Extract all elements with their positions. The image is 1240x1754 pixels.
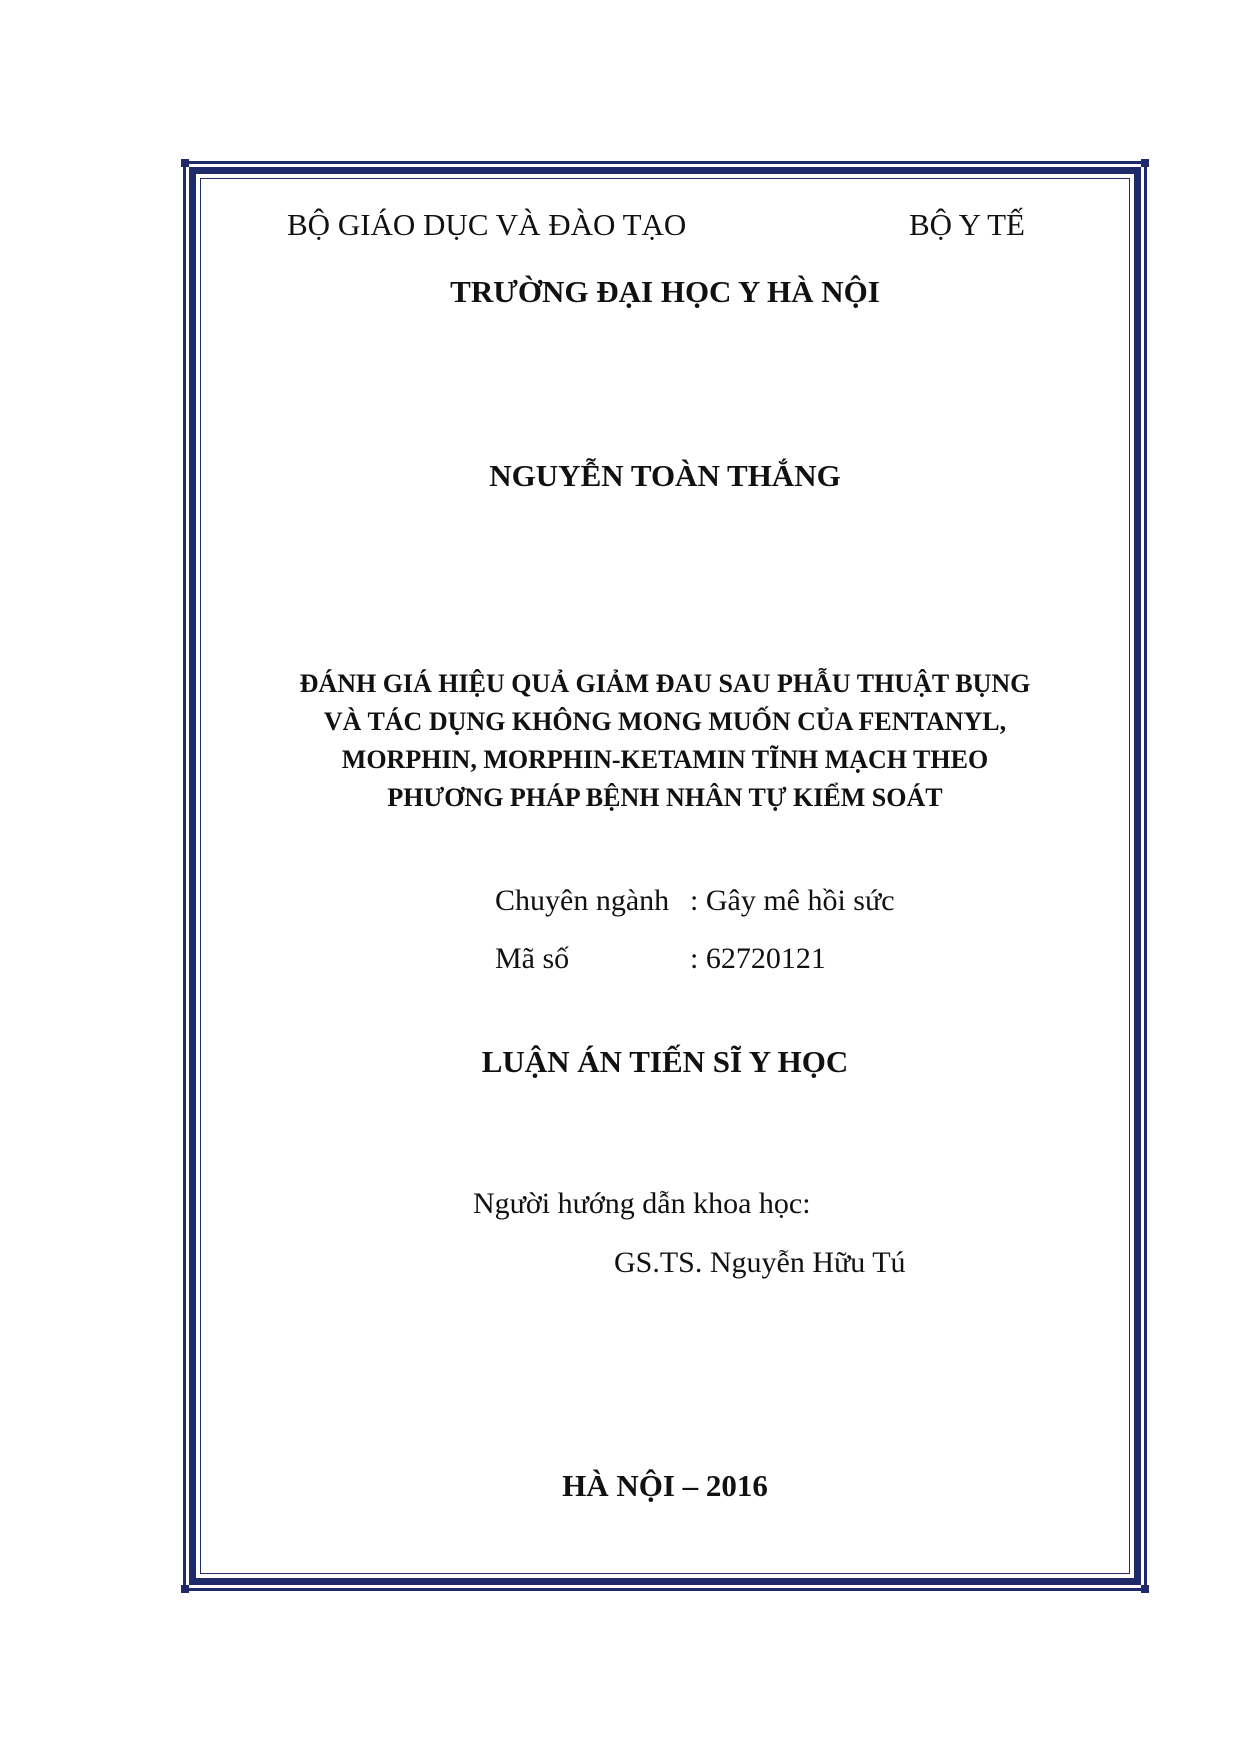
specialty-value: : Gây mê hồi sức xyxy=(690,884,895,917)
specialty-label: Chuyên ngành xyxy=(495,884,670,917)
border-corner-top-left xyxy=(181,159,189,167)
author-name: NGUYỄN TOÀN THẮNG xyxy=(489,458,841,493)
border-corner-bottom-left xyxy=(181,1585,189,1593)
code-label: Mã số xyxy=(495,942,570,975)
border-corner-bottom-right xyxy=(1141,1585,1149,1593)
thesis-title-line: MORPHIN, MORPHIN-KETAMIN TĨNH MẠCH THEO xyxy=(341,745,989,774)
ministry-education: BỘ GIÁO DỤC VÀ ĐÀO TẠO xyxy=(287,207,687,242)
advisor-name: GS.TS. Nguyễn Hữu Tú xyxy=(614,1246,906,1279)
university-name: TRƯỜNG ĐẠI HỌC Y HÀ NỘI xyxy=(450,274,880,309)
ministry-health: BỘ Y TẾ xyxy=(909,207,1025,242)
thesis-title-line: ĐÁNH GIÁ HIỆU QUẢ GIẢM ĐAU SAU PHẪU THUẬT BỤNG xyxy=(299,669,1031,698)
thesis-title-line: VÀ TÁC DỤNG KHÔNG MONG MUỐN CỦA FENTANYL, xyxy=(323,707,1007,736)
border-corner-top-right xyxy=(1141,159,1149,167)
code-value: : 62720121 xyxy=(690,942,826,975)
advisor-label: Người hướng dẫn khoa học: xyxy=(473,1187,811,1220)
thesis-title-line: PHƯƠNG PHÁP BỆNH NHÂN TỰ KIỂM SOÁT xyxy=(387,783,943,812)
thesis-title xyxy=(200,665,1130,817)
degree-title: LUẬN ÁN TIẾN SĨ Y HỌC xyxy=(481,1044,849,1079)
page-border-inner xyxy=(200,178,1130,1574)
place-year: HÀ NỘI – 2016 xyxy=(562,1468,768,1503)
